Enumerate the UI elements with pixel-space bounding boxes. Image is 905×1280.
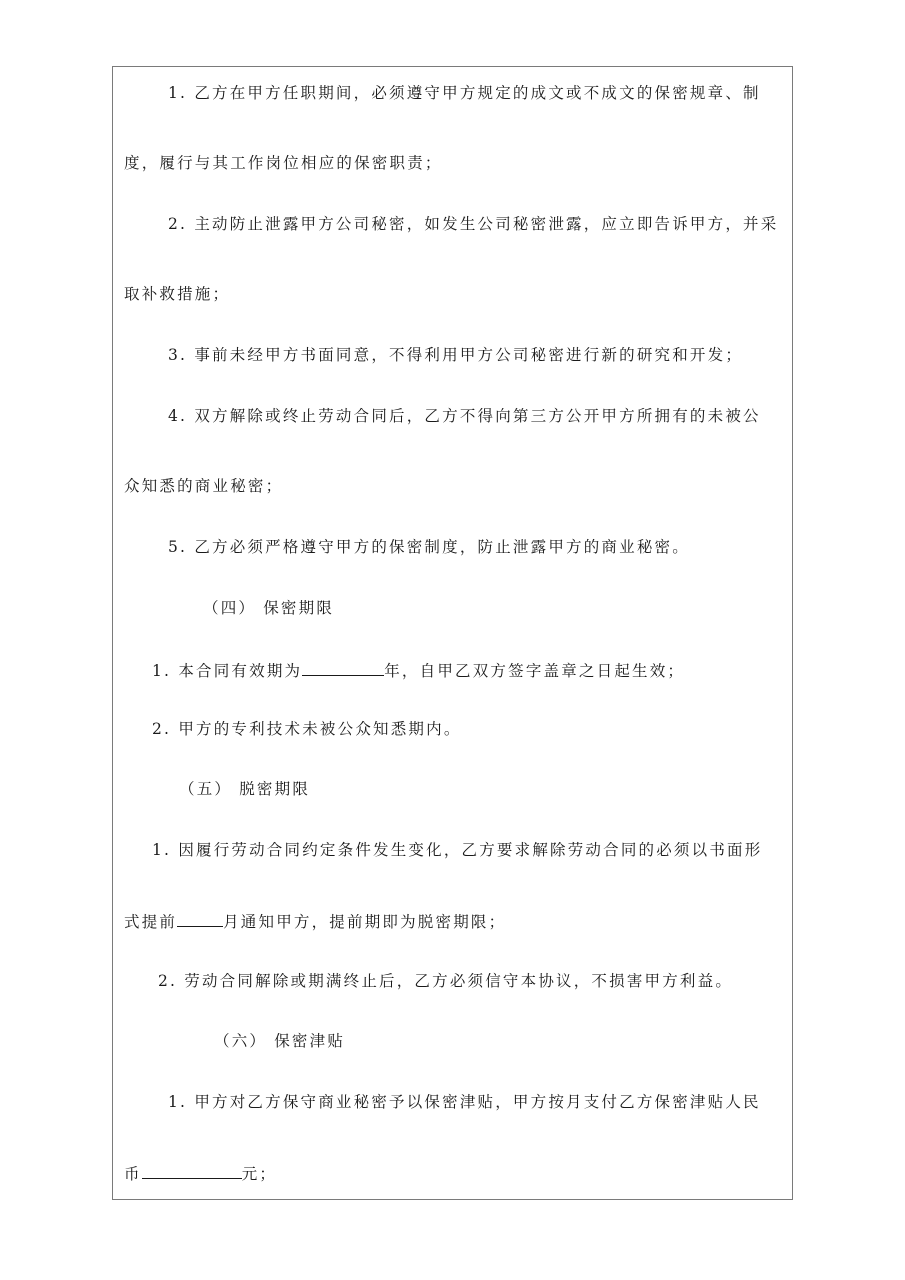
s5-item1-line1: 1. 因履行劳动合同约定条件发生变化，乙方要求解除劳动合同的必须以书面形 [152,841,763,859]
amount-blank [142,1162,242,1179]
s3-item1-line1: 1. 乙方在甲方任职期间，必须遵守甲方规定的成文或不成文的保密规章、制 [168,84,761,102]
s3-item2-line2: 取补救措施； [124,285,231,303]
s5-item1-text-post: 月通知甲方，提前期即为脱密期限； [223,913,507,931]
s3-item4-line1: 4. 双方解除或终止劳动合同后，乙方不得向第三方公开甲方所拥有的未被公 [168,407,761,425]
s6-heading: （六） 保密津贴 [214,1032,346,1050]
document-frame [112,66,793,1200]
s6-item1-line2 [124,1162,277,1184]
s6-item1-text-pre: 币 [124,1165,142,1183]
s4-item1 [152,659,685,681]
s3-item4-line2: 众知悉的商业秘密； [124,477,284,495]
s3-item3: 3. 事前未经甲方书面同意，不得利用甲方公司秘密进行新的研究和开发； [168,346,744,364]
years-blank [302,659,384,676]
s5-heading: （五） 脱密期限 [179,780,311,798]
s5-item1-text-pre: 式提前 [124,913,178,931]
s4-item2: 2. 甲方的专利技术未被公众知悉期内。 [152,720,462,738]
s4-item1-text-post: 年，自甲乙双方签字盖章之日起生效； [384,662,686,680]
s3-item5: 5. 乙方必须严格遵守甲方的保密制度，防止泄露甲方的商业秘密。 [168,538,690,556]
months-blank [177,910,223,927]
s4-heading: （四） 保密期限 [203,599,335,617]
s5-item2: 2. 劳动合同解除或期满终止后，乙方必须信守本协议，不损害甲方利益。 [158,972,734,990]
s3-item1-line2: 度，履行与其工作岗位相应的保密职责； [124,154,443,172]
s3-item2-line1: 2. 主动防止泄露甲方公司秘密，如发生公司秘密泄露，应立即告诉甲方，并采 [168,215,779,233]
s5-item1-line2 [124,910,506,932]
s6-item1-line1: 1. 甲方对乙方保守商业秘密予以保密津贴，甲方按月支付乙方保密津贴人民 [168,1093,761,1111]
s6-item1-text-post: 元； [241,1165,278,1183]
s4-item1-text-pre: 1. 本合同有效期为 [152,662,303,680]
